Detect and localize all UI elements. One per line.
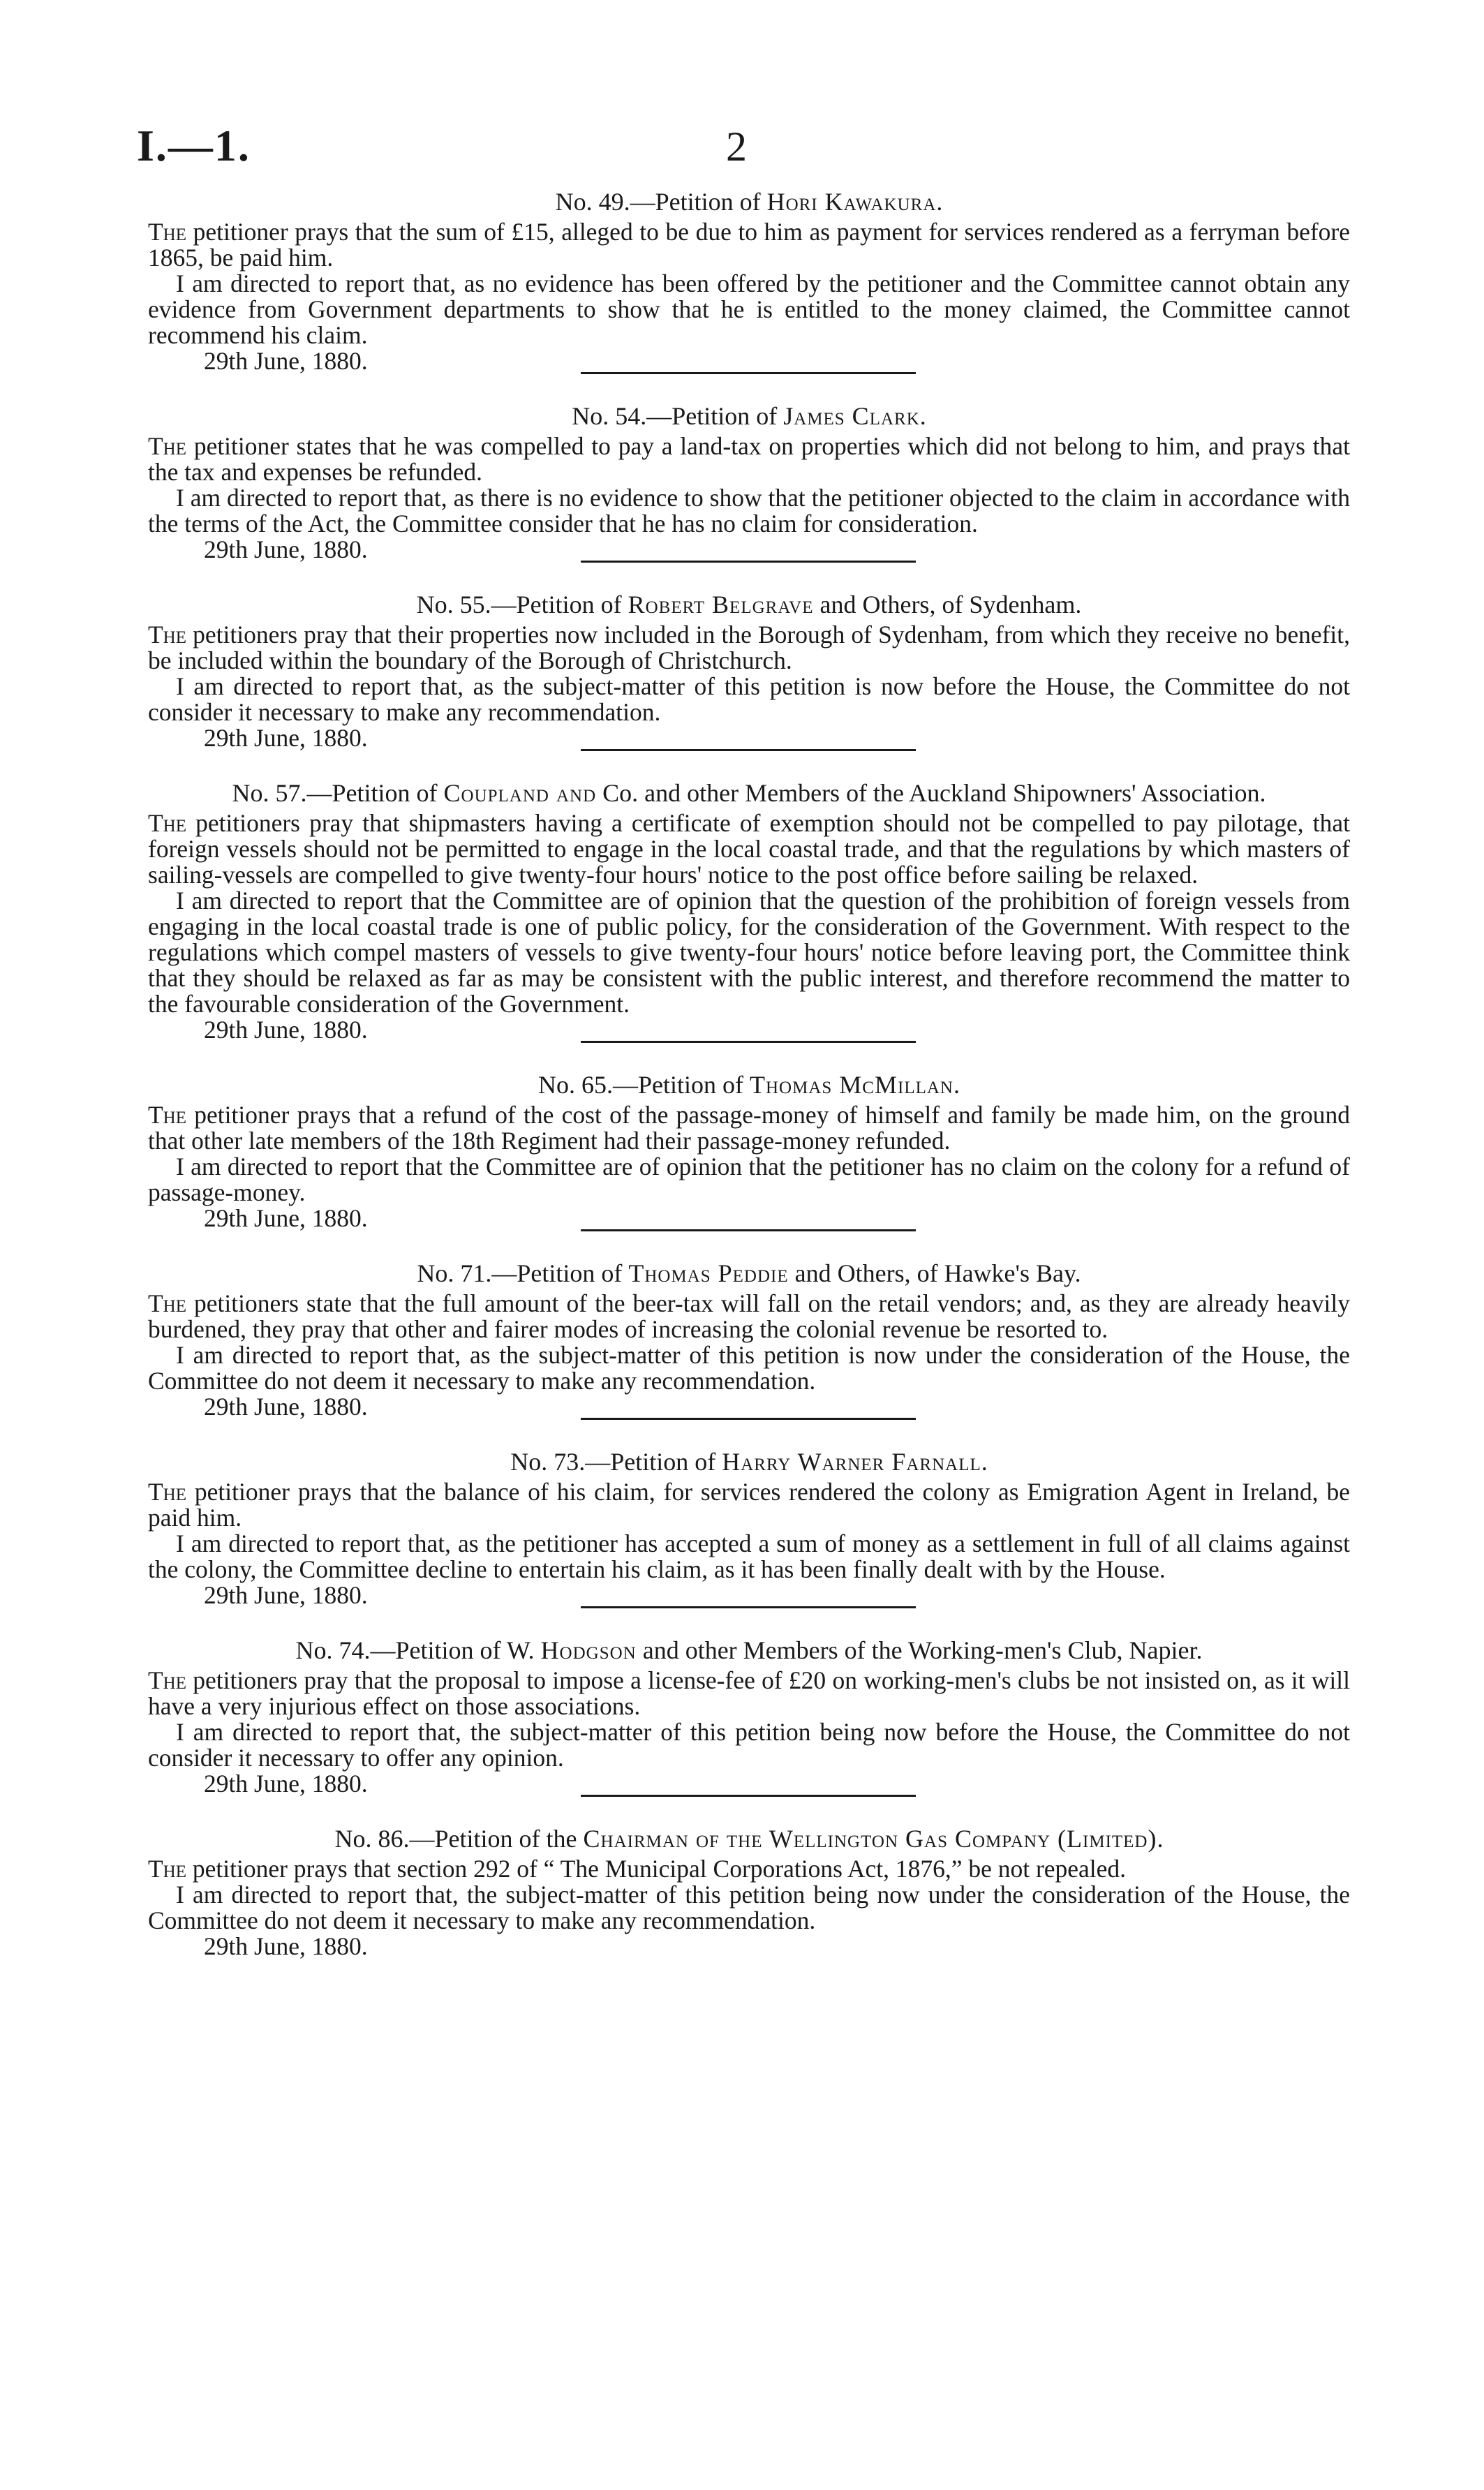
- section-divider: [581, 1606, 916, 1608]
- petition-heading-suffix: and other Members of the Working-men's Club, Napier.: [636, 1636, 1203, 1664]
- petitioner-name: James Clark: [783, 402, 920, 430]
- section-gap: [148, 568, 1350, 591]
- lead-word: The: [148, 809, 187, 837]
- petition-number: No. 71.—Petition of: [417, 1259, 623, 1287]
- petition-heading: [148, 591, 1350, 618]
- petition-entry: [148, 780, 1350, 1072]
- report-date: 29th June, 1880.: [204, 1932, 368, 1960]
- report-date: 29th June, 1880.: [204, 347, 368, 375]
- lead-word: The: [148, 1478, 187, 1506]
- section-gap: [148, 379, 1350, 403]
- report-date: 29th June, 1880.: [204, 1016, 368, 1044]
- committee-report: I am directed to report that, as no evidence has been offered by the petitioner and the Committee cannot obtain any evidence from Government departments to show that he is entitled to the money claimed, the Committee cannot recommend his claim.: [148, 269, 1350, 349]
- petition-entry: [148, 1637, 1350, 1825]
- report-date: 29th June, 1880.: [204, 1393, 368, 1421]
- section-divider: [581, 1041, 916, 1043]
- petitioner-name: Hodgson: [540, 1636, 637, 1664]
- lead-word: The: [148, 218, 187, 246]
- petition-prayer: [148, 433, 1350, 485]
- petition-entry: [148, 188, 1350, 403]
- page-number: 2: [726, 124, 747, 170]
- committee-report: I am directed to report that the Committee are of opinion that the petitioner has no claim on the colony for a refund of passage-money.: [148, 1153, 1350, 1206]
- petition-heading-suffix: .: [919, 402, 926, 430]
- petition-heading-suffix: .: [1157, 1825, 1164, 1853]
- section-gap: [148, 756, 1350, 780]
- date-row: [148, 1934, 1350, 1964]
- section-divider: [581, 561, 916, 563]
- report-date: 29th June, 1880.: [204, 535, 368, 563]
- petitioner-name: Chairman of the Wellington Gas Company (Limited): [583, 1825, 1157, 1853]
- report-date: 29th June, 1880.: [204, 1770, 368, 1798]
- committee-report: I am directed to report that, the subject-matter of this petition being now before the House, the Committee do not consider it necessary to offer any opinion.: [148, 1718, 1350, 1772]
- section-gap: [148, 1802, 1350, 1825]
- petition-prayer: [148, 1856, 1350, 1882]
- petition-prayer: [148, 1102, 1350, 1154]
- report-date: 29th June, 1880.: [204, 1204, 368, 1232]
- petition-prayer: [148, 219, 1350, 271]
- date-row: [148, 537, 1350, 568]
- petition-number: No. 49.—Petition of: [555, 188, 761, 216]
- petition-prayer: [148, 622, 1350, 674]
- petition-heading-suffix: .: [953, 1071, 960, 1099]
- section-divider: [581, 749, 916, 751]
- petition-prayer-text: petitioner prays that the sum of £15, alleged to be due to him as payment for services rendered as a ferryman before 1865, be paid him.: [148, 218, 1351, 272]
- petition-heading: [148, 1260, 1350, 1287]
- petitioner-name: Thomas Peddie: [628, 1259, 789, 1287]
- lead-word: The: [148, 1666, 187, 1694]
- petition-entry: [148, 1825, 1350, 1964]
- date-row: [148, 348, 1350, 379]
- petition-prayer-text: petitioners state that the full amount of the beer-tax will fall on the retail vendors; and, as they are already heavily burdened, they pray that other and fairer modes of increasing the colonial revenue be resorted to.: [148, 1289, 1351, 1343]
- petition-heading-suffix: .: [981, 1448, 988, 1476]
- petition-prayer-text: petitioners pray that shipmasters having a certificate of exemption should not be compelled to pay pilotage, that foreign vessels should not be permitted to engage in the local coastal trade, and that the regulations by which masters of sailing-vessels are compelled to give twenty-four hours' notice to the post office before sailing be relaxed.: [148, 809, 1350, 889]
- petition-prayer-text: petitioner states that he was compelled to pay a land-tax on properties which did not belong to him, and prays that the tax and expenses be refunded.: [148, 432, 1350, 486]
- section-divider: [581, 1795, 916, 1797]
- section-gap: [148, 1613, 1350, 1637]
- petition-number: No. 55.—Petition of: [416, 591, 622, 618]
- committee-report: I am directed to report that, as the petitioner has accepted a sum of money as a settlement in full of all claims against the colony, the Committee decline to entertain his claim, as it has been finally dealt with by the House.: [148, 1529, 1350, 1583]
- petition-heading: [148, 403, 1350, 429]
- petition-number: No. 57.—Petition of: [232, 779, 438, 807]
- petition-number: No. 65.—Petition of: [538, 1071, 744, 1099]
- section-gap: [148, 1048, 1350, 1072]
- lead-word: The: [148, 621, 187, 649]
- petition-heading: [148, 1637, 1350, 1663]
- petitions-list: [148, 188, 1350, 1964]
- section-divider: [581, 372, 916, 374]
- date-row: [148, 1394, 1350, 1425]
- date-row: [148, 1206, 1350, 1236]
- section-divider: [581, 1229, 916, 1231]
- petition-heading: [148, 780, 1350, 806]
- petitioner-name: Thomas McMillan: [750, 1071, 954, 1099]
- date-row: [148, 1583, 1350, 1613]
- date-row: [148, 725, 1350, 756]
- petition-heading-suffix: and Others, of Sydenham.: [813, 591, 1082, 618]
- petition-prayer: [148, 1668, 1350, 1719]
- committee-report: I am directed to report that, as the subject-matter of this petition is now before the House, the Committee do not consider it necessary to make any recommendation.: [148, 672, 1350, 726]
- petition-heading-suffix: Co. and other Members of the Auckland Shipowners' Association.: [596, 779, 1266, 807]
- petition-number: No. 86.—Petition of the: [334, 1825, 577, 1853]
- petition-entry: [148, 1448, 1350, 1637]
- date-row: [148, 1771, 1350, 1802]
- petition-heading: [148, 1825, 1350, 1852]
- petition-entry: [148, 1260, 1350, 1448]
- petitioner-name: Coupland and: [443, 779, 597, 807]
- committee-report: I am directed to report that, the subject-matter of this petition being now under the consideration of the House, the Committee do not deem it necessary to make any recommendation.: [148, 1881, 1350, 1934]
- report-date: 29th June, 1880.: [204, 724, 368, 752]
- lead-word: The: [148, 1855, 187, 1883]
- petition-number: No. 74.—Petition of W.: [295, 1636, 535, 1664]
- petition-prayer-text: petitioner prays that section 292 of “ The Municipal Corporations Act, 1876,” be not repealed.: [192, 1855, 1127, 1883]
- lead-word: The: [148, 432, 187, 460]
- petition-number: No. 73.—Petition of: [510, 1448, 716, 1476]
- petition-heading-suffix: and Others, of Hawke's Bay.: [788, 1259, 1081, 1287]
- petition-heading: [148, 1448, 1350, 1475]
- report-date: 29th June, 1880.: [204, 1581, 368, 1609]
- petition-prayer: [148, 1479, 1350, 1531]
- petition-prayer: [148, 810, 1350, 888]
- petition-prayer-text: petitioner prays that a refund of the cost of the passage-money of himself and family be made him, on the ground that other late members of the 18th Regiment had their passage-money refunded.: [148, 1101, 1351, 1155]
- committee-report: I am directed to report that, as there is no evidence to show that the petitioner objected to the claim in accordance with the terms of the Act, the Committee consider that he has no claim for consideration.: [148, 484, 1350, 538]
- committee-report: I am directed to report that the Committee are of opinion that the question of the prohibition of foreign vessels from engaging in the local coastal trade is one of public policy, for the consideration of the Government. With respect to the regulations which compel masters of vessels to give twenty-four hours' notice before leaving port, the Committee think that they should be relaxed as far as may be consistent with the public interest, and therefore recommend the matter to the favourable consideration of the Government.: [148, 887, 1350, 1018]
- petition-prayer: [148, 1291, 1350, 1342]
- section-gap: [148, 1236, 1350, 1260]
- committee-report: I am directed to report that, as the subject-matter of this petition is now under the consideration of the House, the Committee do not deem it necessary to make any recommendation.: [148, 1341, 1350, 1395]
- petition-entry: [148, 403, 1350, 591]
- document-reference: I.—1.: [137, 121, 251, 170]
- section-gap: [148, 1425, 1350, 1448]
- petition-heading-suffix: .: [936, 188, 943, 216]
- lead-word: The: [148, 1101, 187, 1129]
- petition-heading: [148, 188, 1350, 215]
- petitioner-name: Robert Belgrave: [628, 591, 814, 618]
- petitioner-name: Harry Warner Farnall: [722, 1448, 981, 1476]
- section-divider: [581, 1418, 916, 1420]
- petition-prayer-text: petitioner prays that the balance of his claim, for services rendered the colony as Emigration Agent in Ireland, be paid him.: [148, 1478, 1350, 1532]
- lead-word: The: [148, 1289, 187, 1317]
- petition-heading: [148, 1072, 1350, 1098]
- petition-prayer-text: petitioners pray that the proposal to impose a license-fee of £20 on working-men's clubs be not insisted on, as it will have a very injurious effect on those associations.: [148, 1666, 1350, 1720]
- petition-entry: [148, 591, 1350, 780]
- petitioner-name: Hori Kawakura: [766, 188, 937, 216]
- date-row: [148, 1017, 1350, 1048]
- petition-prayer-text: petitioners pray that their properties now included in the Borough of Sydenham, from which they receive no benefit, be included within the boundary of the Borough of Christchurch.: [148, 621, 1351, 674]
- petition-number: No. 54.—Petition of: [572, 402, 778, 430]
- petition-entry: [148, 1072, 1350, 1260]
